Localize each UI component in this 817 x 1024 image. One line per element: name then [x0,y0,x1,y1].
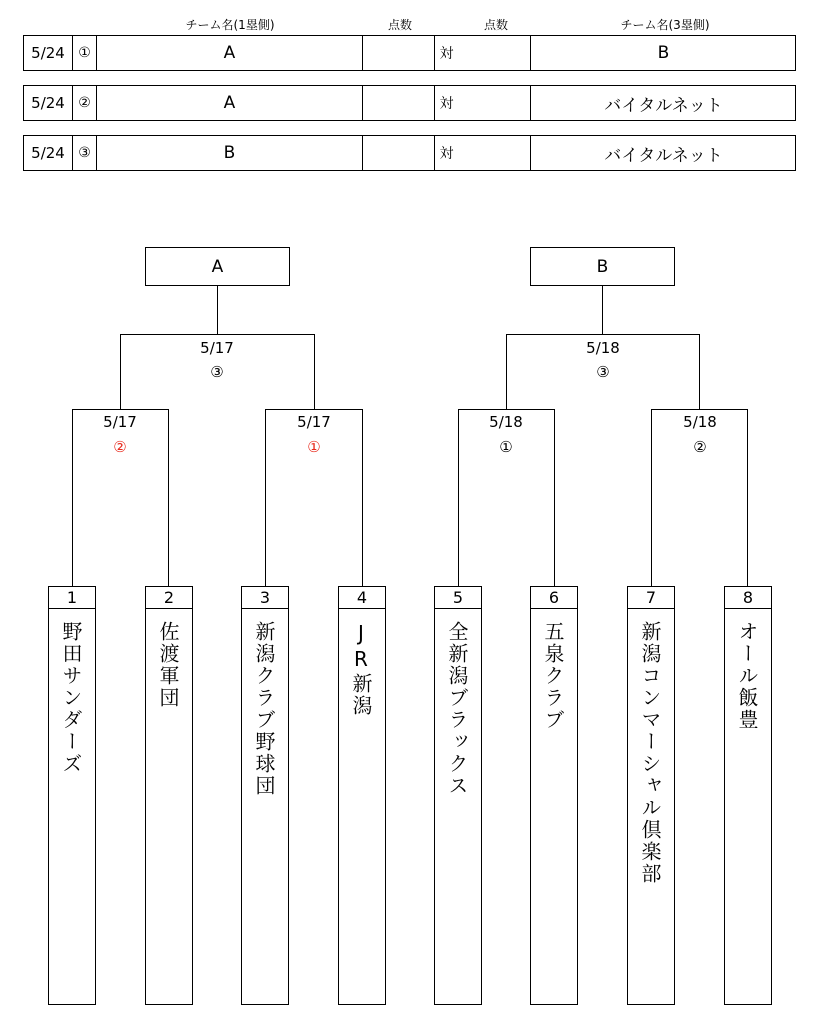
team2-header: チーム名(3塁側) [620,18,710,32]
team-name: オール飯豊 [735,621,759,731]
bracket-line [362,409,363,586]
bracket-winner-left: A [145,247,290,286]
score2-header: 点数 [483,18,508,32]
team1-header: チーム名(1塁側) [185,18,275,32]
bracket-line [314,334,315,410]
team-box [530,586,578,1005]
final-date-right: 5/18 [586,339,620,357]
team-name: 新潟クラブ野球団 [252,621,276,797]
bracket-line [458,409,459,586]
bracket-line [72,409,73,586]
bracket-line [651,409,652,586]
match-team1: B [96,136,362,170]
match-number: ② [72,86,96,120]
team-number: 3 [242,587,288,609]
bracket-line [120,334,121,410]
score1-cell[interactable] [362,36,434,70]
team-number: 4 [339,587,385,609]
bracket-line [458,409,555,410]
match-number: ③ [72,136,96,170]
team-number: 2 [146,587,192,609]
team-box [48,586,96,1005]
match-row [23,135,796,171]
versus-label: 対 [434,86,458,120]
bracket-line [168,409,169,586]
team-name: 野田サンダーズ [59,621,83,775]
bracket-line [699,334,700,410]
final-date-left: 5/17 [200,339,234,357]
final-number-left: ③ [210,363,224,381]
match-team1: A [96,36,362,70]
bracket-line [506,334,507,410]
team-name: JR新潟 [349,621,373,717]
versus-label: 対 [434,36,458,70]
team-box [145,586,193,1005]
bracket-line [265,409,266,586]
team-name: 全新潟ブラックス [445,621,469,797]
semi-date: 5/18 [489,413,523,431]
match-team2: B [530,36,796,70]
team-box [338,586,386,1005]
team-name: 五泉クラブ [541,621,565,731]
match-date: 5/24 [31,94,65,112]
bracket-line [602,286,603,335]
team-box [724,586,772,1005]
team-box [241,586,289,1005]
match-row [23,85,796,121]
match-row [23,35,796,71]
team-number: 5 [435,587,481,609]
score1-header: 点数 [387,18,412,32]
semi-number: ② [113,438,127,456]
bracket-line [651,409,748,410]
team-number: 6 [531,587,577,609]
semi-number: ② [693,438,707,456]
score2-cell[interactable] [458,136,530,170]
team-name: 新潟コンマーシャル倶楽部 [638,621,662,885]
bracket-line [554,409,555,586]
match-number: ① [72,36,96,70]
team-box [627,586,675,1005]
bracket-line [747,409,748,586]
semi-date: 5/18 [683,413,717,431]
match-date: 5/24 [31,44,65,62]
score2-cell[interactable] [458,86,530,120]
match-date: 5/24 [31,144,65,162]
semi-number: ① [307,438,321,456]
score2-cell[interactable] [458,36,530,70]
score1-cell[interactable] [362,136,434,170]
bracket-line [120,334,315,335]
bracket-winner-right: B [530,247,675,286]
bracket-line [506,334,700,335]
team-box [434,586,482,1005]
bracket-line [72,409,169,410]
score1-cell[interactable] [362,86,434,120]
bracket-line [217,286,218,335]
semi-date: 5/17 [103,413,137,431]
bracket-line [265,409,363,410]
versus-label: 対 [434,136,458,170]
team-number: 8 [725,587,771,609]
semi-number: ① [499,438,513,456]
match-team2: バイタルネット [530,86,796,120]
team-number: 1 [49,587,95,609]
semi-date: 5/17 [297,413,331,431]
team-number: 7 [628,587,674,609]
match-team1: A [96,86,362,120]
final-number-right: ③ [596,363,610,381]
match-team2: バイタルネット [530,136,796,170]
team-name: 佐渡軍団 [156,621,180,709]
